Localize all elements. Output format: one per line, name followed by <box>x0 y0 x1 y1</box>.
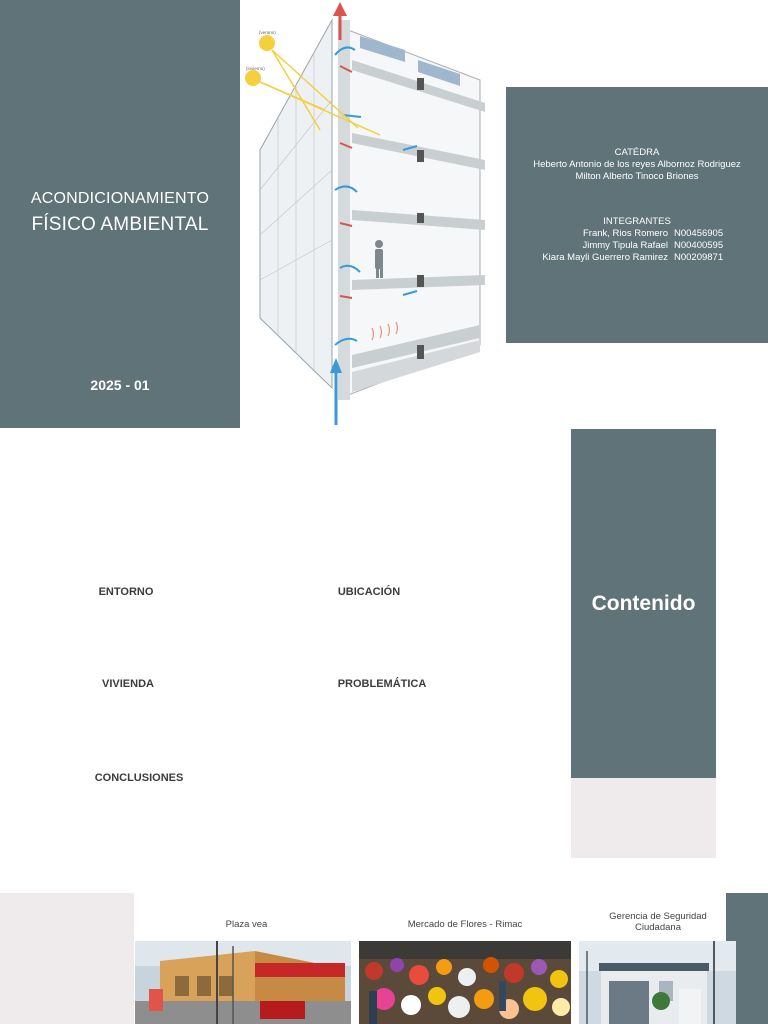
credits-panel <box>506 87 768 343</box>
member-name: Kiara Mayli Guerrero Ramirez <box>542 252 668 263</box>
bottom-accent-block <box>0 893 134 1024</box>
catedra-heading: CATÉDRA <box>614 147 660 158</box>
place-caption: Plaza vea <box>225 919 268 930</box>
flower-market-photo <box>359 941 571 1024</box>
toc-item-ubicacion[interactable]: UBICACIÓN <box>337 586 401 598</box>
member-name: Jimmy Tipula Rafael <box>582 240 668 251</box>
cover-title-line2: FÍSICO AMBIENTAL <box>31 214 209 235</box>
place-caption: Gerencia de Seguridad <box>609 911 707 922</box>
teacher-name: Milton Alberto Tinoco Briones <box>575 171 699 182</box>
building-section-illustration <box>240 0 504 428</box>
place-caption: Ciudadana <box>635 922 681 933</box>
sun-label-summer: (verano) <box>259 30 276 35</box>
cover-year: 2025 - 01 <box>90 377 150 393</box>
member-code: N00209871 <box>674 252 724 263</box>
sun-label-winter: (invierno) <box>246 66 265 71</box>
teacher-name: Heberto Antonio de los reyes Albornoz Rodriguez <box>533 159 741 170</box>
toc-item-problematica[interactable]: PROBLEMÁTICA <box>337 678 427 690</box>
contents-accent-block <box>571 778 716 858</box>
toc-item-conclusiones[interactable]: CONCLUSIONES <box>94 772 184 784</box>
member-code: N00400595 <box>674 240 724 251</box>
security-office-photo <box>579 941 736 1024</box>
place-caption: Mercado de Flores - Rimac <box>407 919 523 930</box>
toc-item-entorno[interactable]: ENTORNO <box>98 586 154 598</box>
cover-title-line1: ACONDICIONAMIENTO <box>30 190 210 207</box>
toc-item-vivienda[interactable]: VIVIENDA <box>102 678 154 690</box>
member-name: Frank, Rios Romero <box>583 228 668 239</box>
integrantes-heading: INTEGRANTES <box>603 216 671 227</box>
member-code: N00456905 <box>674 228 724 239</box>
plaza-vea-photo <box>135 941 351 1024</box>
contents-title: Contenido <box>591 592 696 615</box>
